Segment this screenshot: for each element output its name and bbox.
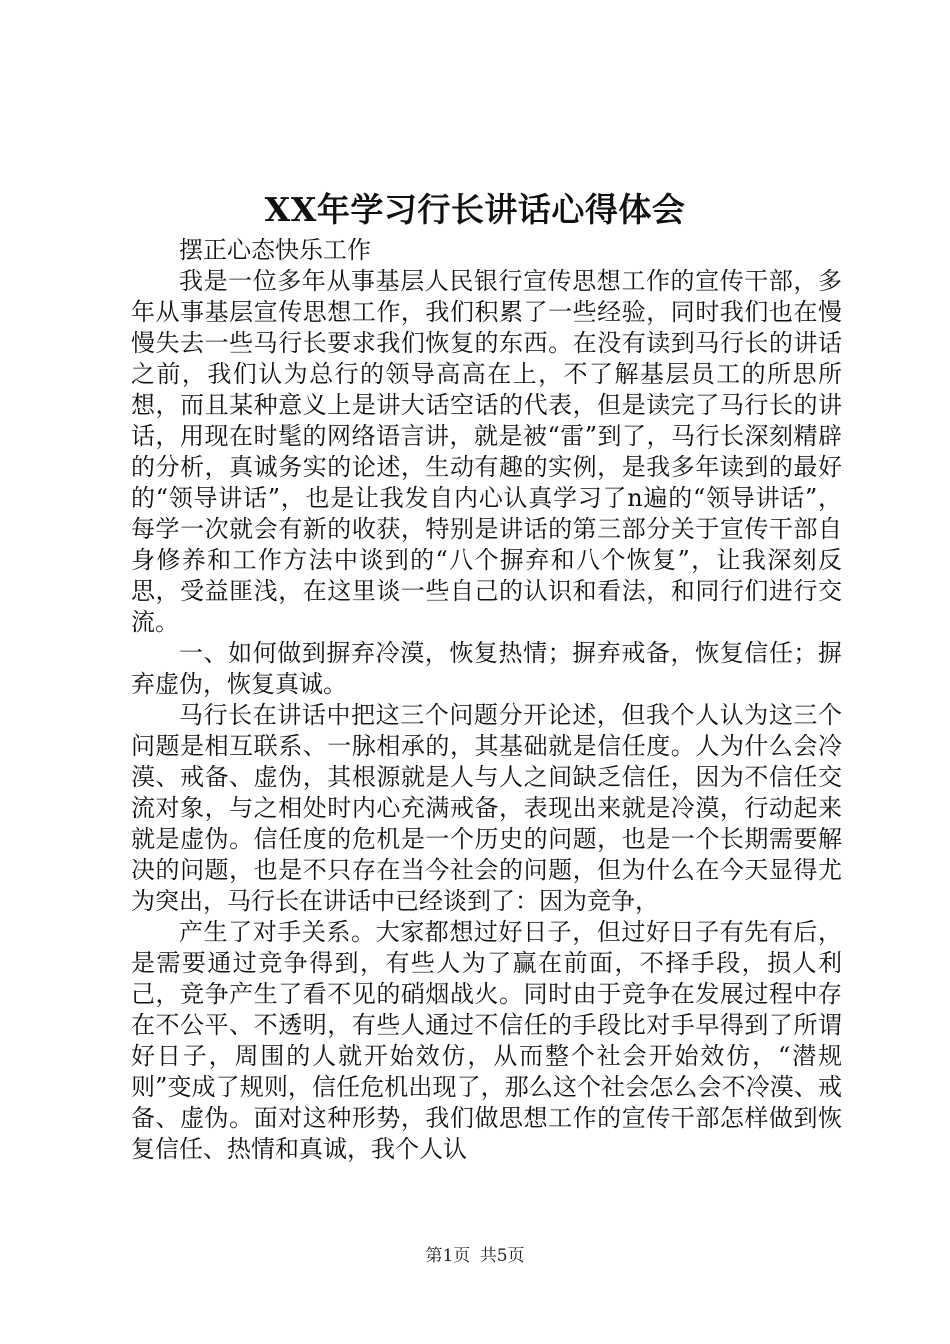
document-body (131, 235, 842, 1165)
page-number: 第1页 (425, 1246, 471, 1266)
paragraph-trust: 马行长在讲话中把这三个问题分开论述，但我个人认为这三个问题是相互联系、一脉相承的，其基础就是信任度。人为什么会冷漠、戒备、虚伪，其根源就是人与人之间缺乏信任，因为不信任交流对象，与之相处时内心充满戒备，表现出来就是冷漠，行动起来就是虚伪。信任度的危机是一个历史的问题，也是一个长期需要解决的问题，也是不只存在当今社会的问题，但为什么在今天显得尤为突出，马行长在讲话中已经谈到了：因为竞争， (131, 701, 842, 915)
page-footer (0, 1244, 950, 1268)
paragraph-subtitle: 摆正心态快乐工作 (179, 236, 371, 264)
paragraph-intro: 我是一位多年从事基层人民银行宣传思想工作的宣传干部，多年从事基层宣传思想工作，我们积累了一些经验，同时我们也在慢慢失去一些马行长要求我们恢复的东西。在没有读到马行长的讲话之前，我们认为总行的领导高高在上，不了解基层员工的所思所想，而且某种意义上是讲大话空话的代表，但是读完了马行长的讲话，用现在时髦的网络语言讲，就是被“雷”到了，马行长深刻精辟的分析，真诚务实的论述，生动有趣的实例，是我多年读到的最好的“领导讲话”，也是让我发自内心认真学习了n遍的“领导讲话”，每学一次就会有新的收获，特别是讲话的第三部分关于宣传干部自身修养和工作方法中谈到的“八个摒弃和八个恢复”，让我深刻反思，受益匪浅，在这里谈一些自己的认识和看法，和同行们进行交流。 (131, 267, 842, 636)
paragraph-competition: 产生了对手关系。大家都想过好日子，但过好日子有先有后，是需要通过竞争得到，有些人为了赢在前面，不择手段，损人利己，竞争产生了看不见的硝烟战火。同时由于竞争在发展过程中存在不公平、不透明，有些人通过不信任的手段比对手早得到了所谓好日子，周围的人就开始效仿，从而整个社会开始效仿，“潜规则”变成了规则，信任危机出现了，那么这个社会怎么会不冷漠、戒备、虚伪。面对这种形势，我们做思想工作的宣传干部怎样做到恢复信任、热情和真诚，我个人认 (131, 918, 842, 1163)
paragraph-section-heading: 一、如何做到摒弃冷漠，恢复热情；摒弃戒备，恢复信任；摒弃虚伪，恢复真诚。 (131, 639, 842, 698)
document-title: XX年学习行长讲话心得体会 (264, 190, 686, 229)
page-total: 共5页 (479, 1246, 525, 1266)
